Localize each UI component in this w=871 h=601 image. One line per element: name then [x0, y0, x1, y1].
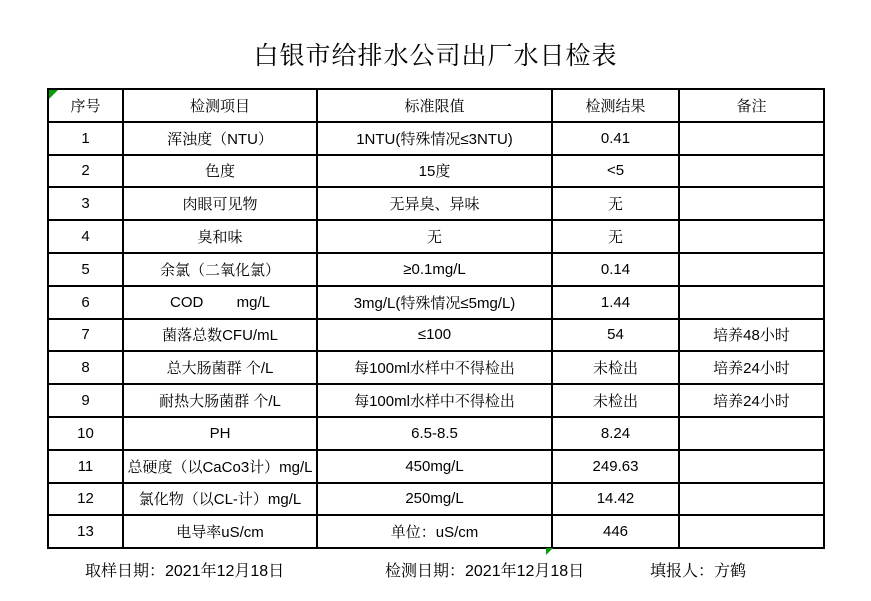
item-cell[interactable]: PH: [123, 417, 317, 450]
row-index-cell[interactable]: 10: [48, 417, 123, 450]
note-cell[interactable]: [679, 122, 824, 155]
limit-cell[interactable]: 250mg/L: [317, 483, 552, 516]
note-cell[interactable]: [679, 220, 824, 253]
note-cell[interactable]: [679, 187, 824, 220]
row-index-cell[interactable]: 11: [48, 450, 123, 483]
note-cell[interactable]: [679, 286, 824, 319]
note-cell[interactable]: 培养24小时: [679, 384, 824, 417]
limit-cell[interactable]: 无异臭、异味: [317, 187, 552, 220]
table-row: [48, 515, 824, 548]
item-cell[interactable]: 氯化物（以CL-计）mg/L: [123, 483, 317, 516]
item-cell[interactable]: 浑浊度（NTU）: [123, 122, 317, 155]
result-cell[interactable]: 0.14: [552, 253, 679, 286]
header-cell-result[interactable]: 检测结果: [552, 89, 679, 122]
table-header-row: [48, 89, 824, 122]
table-body: [48, 122, 824, 548]
item-cell[interactable]: 余氯（二氧化氯）: [123, 253, 317, 286]
row-index-cell[interactable]: 6: [48, 286, 123, 319]
result-cell[interactable]: 14.42: [552, 483, 679, 516]
table-row: [48, 220, 824, 253]
inspection-table: [47, 88, 825, 549]
limit-cell[interactable]: 单位：uS/cm: [317, 515, 552, 548]
row-index-cell[interactable]: 13: [48, 515, 123, 548]
table-row: [48, 450, 824, 483]
limit-cell[interactable]: ≤100: [317, 319, 552, 352]
result-cell[interactable]: 1.44: [552, 286, 679, 319]
table-row: [48, 417, 824, 450]
limit-cell[interactable]: ≥0.1mg/L: [317, 253, 552, 286]
note-cell[interactable]: [679, 483, 824, 516]
row-index-cell[interactable]: 2: [48, 155, 123, 188]
table-row: [48, 483, 824, 516]
item-cell[interactable]: 耐热大肠菌群 个/L: [123, 384, 317, 417]
footer: [0, 558, 871, 580]
row-index-cell[interactable]: 4: [48, 220, 123, 253]
item-cell[interactable]: 总大肠菌群 个/L: [123, 351, 317, 384]
result-cell[interactable]: 446: [552, 515, 679, 548]
result-cell[interactable]: 8.24: [552, 417, 679, 450]
note-cell[interactable]: [679, 253, 824, 286]
header-cell-item[interactable]: 检测项目: [123, 89, 317, 122]
limit-cell[interactable]: 15度: [317, 155, 552, 188]
result-cell[interactable]: 无: [552, 220, 679, 253]
item-cell[interactable]: 肉眼可见物: [123, 187, 317, 220]
row-index-cell[interactable]: 9: [48, 384, 123, 417]
result-cell[interactable]: <5: [552, 155, 679, 188]
row-index-cell[interactable]: 8: [48, 351, 123, 384]
result-cell[interactable]: 未检出: [552, 384, 679, 417]
note-cell[interactable]: 培养48小时: [679, 319, 824, 352]
table-row: [48, 187, 824, 220]
table-row: [48, 253, 824, 286]
note-cell[interactable]: [679, 450, 824, 483]
limit-cell[interactable]: 1NTU(特殊情况≤3NTU): [317, 122, 552, 155]
table-row: [48, 155, 824, 188]
testing-date-text: 检测日期：2021年12月18日: [385, 563, 585, 580]
excel-marker-icon: [546, 548, 553, 555]
note-cell[interactable]: [679, 515, 824, 548]
result-cell[interactable]: 249.63: [552, 450, 679, 483]
table-row: [48, 286, 824, 319]
sampling-date-text: 取样日期：2021年12月18日: [85, 563, 285, 580]
table-row: [48, 351, 824, 384]
limit-cell[interactable]: 每100ml水样中不得检出: [317, 384, 552, 417]
item-cell[interactable]: 臭和味: [123, 220, 317, 253]
limit-cell[interactable]: 每100ml水样中不得检出: [317, 351, 552, 384]
item-cell[interactable]: 色度: [123, 155, 317, 188]
limit-cell[interactable]: 450mg/L: [317, 450, 552, 483]
table-row: [48, 122, 824, 155]
item-cell[interactable]: 电导率uS/cm: [123, 515, 317, 548]
limit-cell[interactable]: 3mg/L(特殊情况≤5mg/L): [317, 286, 552, 319]
row-index-cell[interactable]: 7: [48, 319, 123, 352]
table-row: [48, 384, 824, 417]
row-index-cell[interactable]: 3: [48, 187, 123, 220]
limit-cell[interactable]: 无: [317, 220, 552, 253]
note-cell[interactable]: 培养24小时: [679, 351, 824, 384]
limit-cell[interactable]: 6.5-8.5: [317, 417, 552, 450]
item-cell[interactable]: COD mg/L: [123, 286, 317, 319]
page-title: 白银市给排水公司出厂水日检表: [253, 42, 618, 70]
note-cell[interactable]: [679, 417, 824, 450]
result-cell[interactable]: 未检出: [552, 351, 679, 384]
result-cell[interactable]: 无: [552, 187, 679, 220]
reporter-text: 填报人：方鹤: [650, 563, 747, 580]
header-cell-index[interactable]: 序号: [48, 89, 123, 122]
table-row: [48, 319, 824, 352]
item-cell[interactable]: 菌落总数CFU/mL: [123, 319, 317, 352]
note-cell[interactable]: [679, 155, 824, 188]
row-index-cell[interactable]: 5: [48, 253, 123, 286]
header-cell-note[interactable]: 备注: [679, 89, 824, 122]
result-cell[interactable]: 0.41: [552, 122, 679, 155]
item-cell[interactable]: 总硬度（以CaCo3计）mg/L: [123, 450, 317, 483]
result-cell[interactable]: 54: [552, 319, 679, 352]
row-index-cell[interactable]: 12: [48, 483, 123, 516]
header-cell-limit[interactable]: 标准限值: [317, 89, 552, 122]
row-index-cell[interactable]: 1: [48, 122, 123, 155]
